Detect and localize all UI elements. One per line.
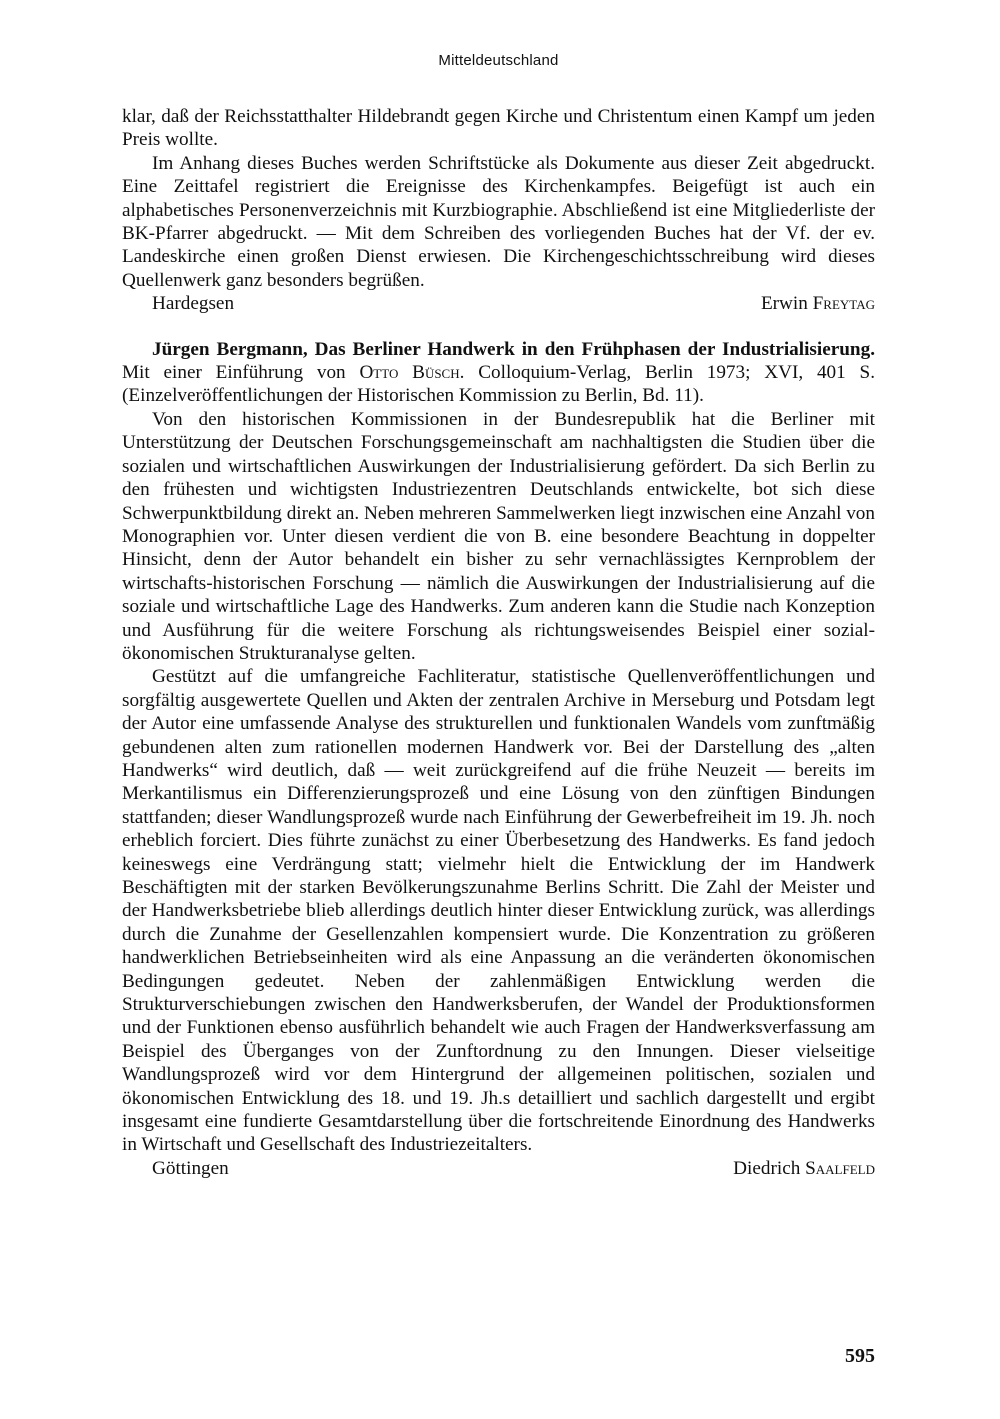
review2-reviewer [733,1157,875,1180]
review1-paragraph: Im Anhang dieses Buches werden Schriftstücke als Dokumente aus dieser Zeit abgedruckt. Eine Zeittafel registriert die Ereignisse des Kirchenkampfes. Beigefügt ist auch ein alphabetisches Personenverzeichnis mit Kurzbiographie. Abschließend ist eine Mitgliederliste der BK-Pfarrer abgedruckt. — Mit dem Schreiben des vorliegenden Buches hat der Vf. der ev. Landeskirche einen großen Dienst erwiesen. Die Kirchengeschichtsschreibung wird dieses Quellenwerk ganz besonders begrüßen. [122,152,875,291]
review2-paragraph-1: Von den historischen Kommissionen in der Bundesrepublik hat die Berliner mit Unterstützung der Deutschen Forschungsgemeinschaft am nachhaltigsten die Studien über die sozialen und wirtschaftlichen Auswirkungen der Industrialisierung gefördert. Da sich Berlin zu den frühesten und wichtigsten Industriezentren Deutschlands entwickelte, bot sich diese Schwerpunktbildung direkt an. Neben mehreren Sammelwerken liegt inzwischen eine Anzahl von Monographien vor. Unter diesen verdient die von B. eine besondere Beachtung in doppelter Hinsicht, denn der Autor behandelt ein bisher zu sehr vernachlässigtes Kernproblem der wirtschafts-historischen Forschung — nämlich die Auswirkungen der Industrialisierung auf die soziale und wirtschaftliche Lage des Handwerks. Zum anderen kann die Studie nach Konzeption und Ausführung für die weitere Forschung als richtungsweisendes Beispiel einer sozial-ökonomischen Strukturanalyse gelten. [122,408,875,664]
running-head: Mitteldeutschland [438,52,559,69]
review1-reviewer [761,292,875,315]
review2-reviewer-first: Diedrich [733,1157,801,1179]
review2-heading-title: Jürgen Bergmann, Das Berliner Handwerk in den Frühphasen der Industrialisierung. [152,338,875,360]
review1-reviewer-first: Erwin [760,293,808,315]
review2-heading-rest-2: . Colloquium-Verlag, Berlin 1973; XVI, 401 S. (Einzelveröffentlichungen der Historischen Kommission zu Berlin, Bd. 11). [122,362,875,407]
review1-paragraph-tail: klar, daß der Reichsstatthalter Hildebrandt gegen Kirche und Christentum einen Kampf um jeden Preis wollte. [122,106,875,151]
review2-paragraph-2: Gestützt auf die umfangreiche Fachliteratur, statistische Quellenveröffentlichungen und sorgfältig ausgewertete Quellen und Akten der zentralen Archive in Merseburg und Potsdam legt der Autor eine umfassende Analyse des strukturellen und funktionalen Wandels vom zunftmäßig gebundenen alten zum rationellen modernen Handwerk vor. Bei der Darstellung des „alten Handwerks“ wird deutlich, daß — weit zurückgreifend auf die frühe Neuzeit — bereits im Merkantilismus ein Differenzierungsprozeß und eine Lösung von den zünftigen Bindungen stattfanden; dieser Wandlungsprozeß wurde nach Einführung der Gewerbefreiheit im 19. Jh. noch erheblich forciert. Dies führte zunächst zu einer Überbesetzung des Handwerks. Es fand jedoch keineswegs eine Verdrängung statt; vielmehr hielt die Entwicklung der im Handwerk Beschäftigten mit der starken Bevölkerungszunahme Berlins Schritt. Die Zahl der Meister und der Handwerksbetriebe blieb allerdings deutlich hinter dieser Entwicklung zurück, was allerdings durch die Zunahme der Gesellenzahlen kompensiert wurde. Die Konzentration zu größeren handwerklichen Betriebseinheiten wird als eine Anpassung an die veränderten ökonomischen Bedingungen gedeutet. Neben der zahlenmäßigen Entwicklung werden die Strukturverschiebungen zwischen den Handwerksberufen, der Wandel der Produktionsformen und der Funktionen ebenso ausführlich behandelt wie auch Fragen der Handwerksverfassung am Beispiel des Überganges von der Zunftordnung zu den Innungen. Dieser vielseitige Wandlungsprozeß wird vor dem Hintergrund der allgemeinen politischen, sozialen und ökonomischen Entwicklung des 18. und 19. Jh.s detailliert und sachlich dargestellt und ergibt insgesamt eine fundierte Gesamtdarstellung über die fortschreitende Einordnung des Handwerks in Wirtschaft und Gesellschaft des Industriezeitalters. [122,666,875,1156]
review2-reviewer-last: Saalfeld [805,1157,875,1179]
review1-reviewer-last: Freytag [812,293,875,315]
review1-place: Hardegsen [152,293,235,315]
review2-signature [122,1157,875,1180]
document-page [122,52,875,1180]
page-number: 595 [845,1345,875,1367]
review2-heading-name: Otto Büsch [359,362,460,384]
review2-heading [122,338,875,408]
review2-heading-rest-1: Mit einer Einführung von [122,362,360,384]
review2-place: Göttingen [152,1157,229,1179]
review1-signature [122,292,875,315]
